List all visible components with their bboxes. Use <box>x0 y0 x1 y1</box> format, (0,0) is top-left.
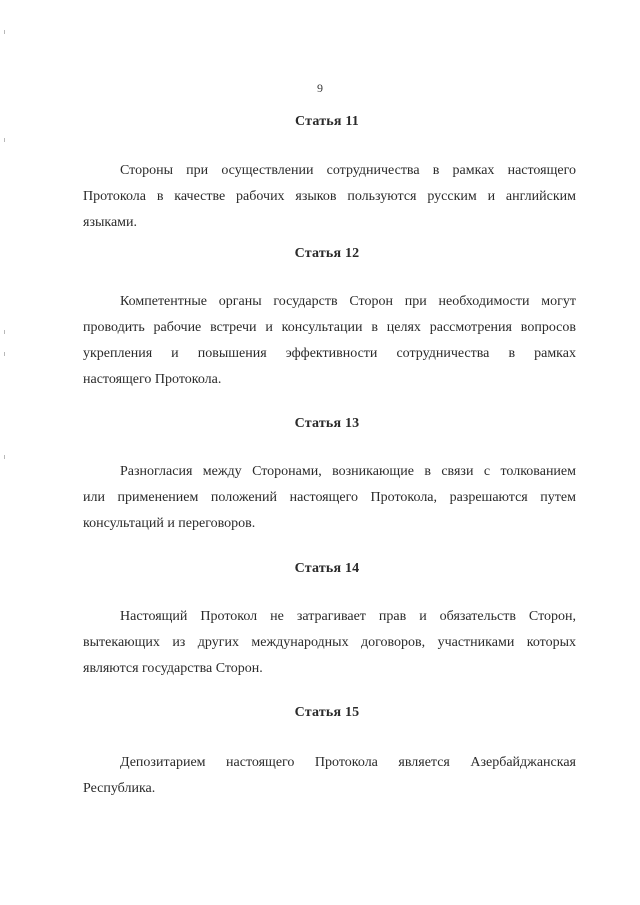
text-line: укрепления и повышения эффективности сотрудничества в рамках <box>83 346 576 361</box>
article-11-heading: Статья 11 <box>295 114 359 129</box>
text-line: Компетентные органы государств Сторон при необходимости могут <box>120 294 576 309</box>
text-line: являются государства Сторон. <box>83 661 263 676</box>
article-14-text <box>83 604 576 682</box>
text-line: Протокола в качестве рабочих языков пользуются русским и английским <box>83 189 576 204</box>
article-13-heading: Статья 13 <box>294 416 360 431</box>
scan-mark <box>4 330 5 334</box>
text-line: или применением положений настоящего Протокола, разрешаются путем <box>83 490 576 505</box>
text-line: вытекающих из других международных договоров, участниками которых <box>83 635 576 650</box>
article-12-heading: Статья 12 <box>294 246 360 261</box>
page-number: 9 <box>317 81 323 95</box>
scan-mark <box>4 30 5 34</box>
scan-mark <box>4 455 5 459</box>
text-line: консультаций и переговоров. <box>83 516 256 531</box>
text-line: настоящего Протокола. <box>83 372 222 387</box>
scan-mark <box>4 352 5 356</box>
article-13-text <box>83 459 576 537</box>
text-line: Разногласия между Сторонами, возникающие в связи с толкованием <box>120 464 576 479</box>
text-line: Стороны при осуществлении сотрудничества в рамках настоящего <box>120 163 576 178</box>
article-15-text <box>83 750 576 802</box>
article-14-heading: Статья 14 <box>294 561 360 576</box>
text-line: Депозитарием настоящего Протокола является Азербайджанская <box>120 755 576 770</box>
article-11-text <box>83 158 576 236</box>
article-15-heading: Статья 15 <box>294 705 360 720</box>
article-12-text <box>83 289 576 393</box>
text-line: языками. <box>83 215 138 230</box>
text-line: проводить рабочие встречи и консультации в целях рассмотрения вопросов <box>83 320 576 335</box>
text-line: Настоящий Протокол не затрагивает прав и обязательств Сторон, <box>120 609 576 624</box>
text-line: Республика. <box>83 781 156 796</box>
scan-mark <box>4 138 5 142</box>
